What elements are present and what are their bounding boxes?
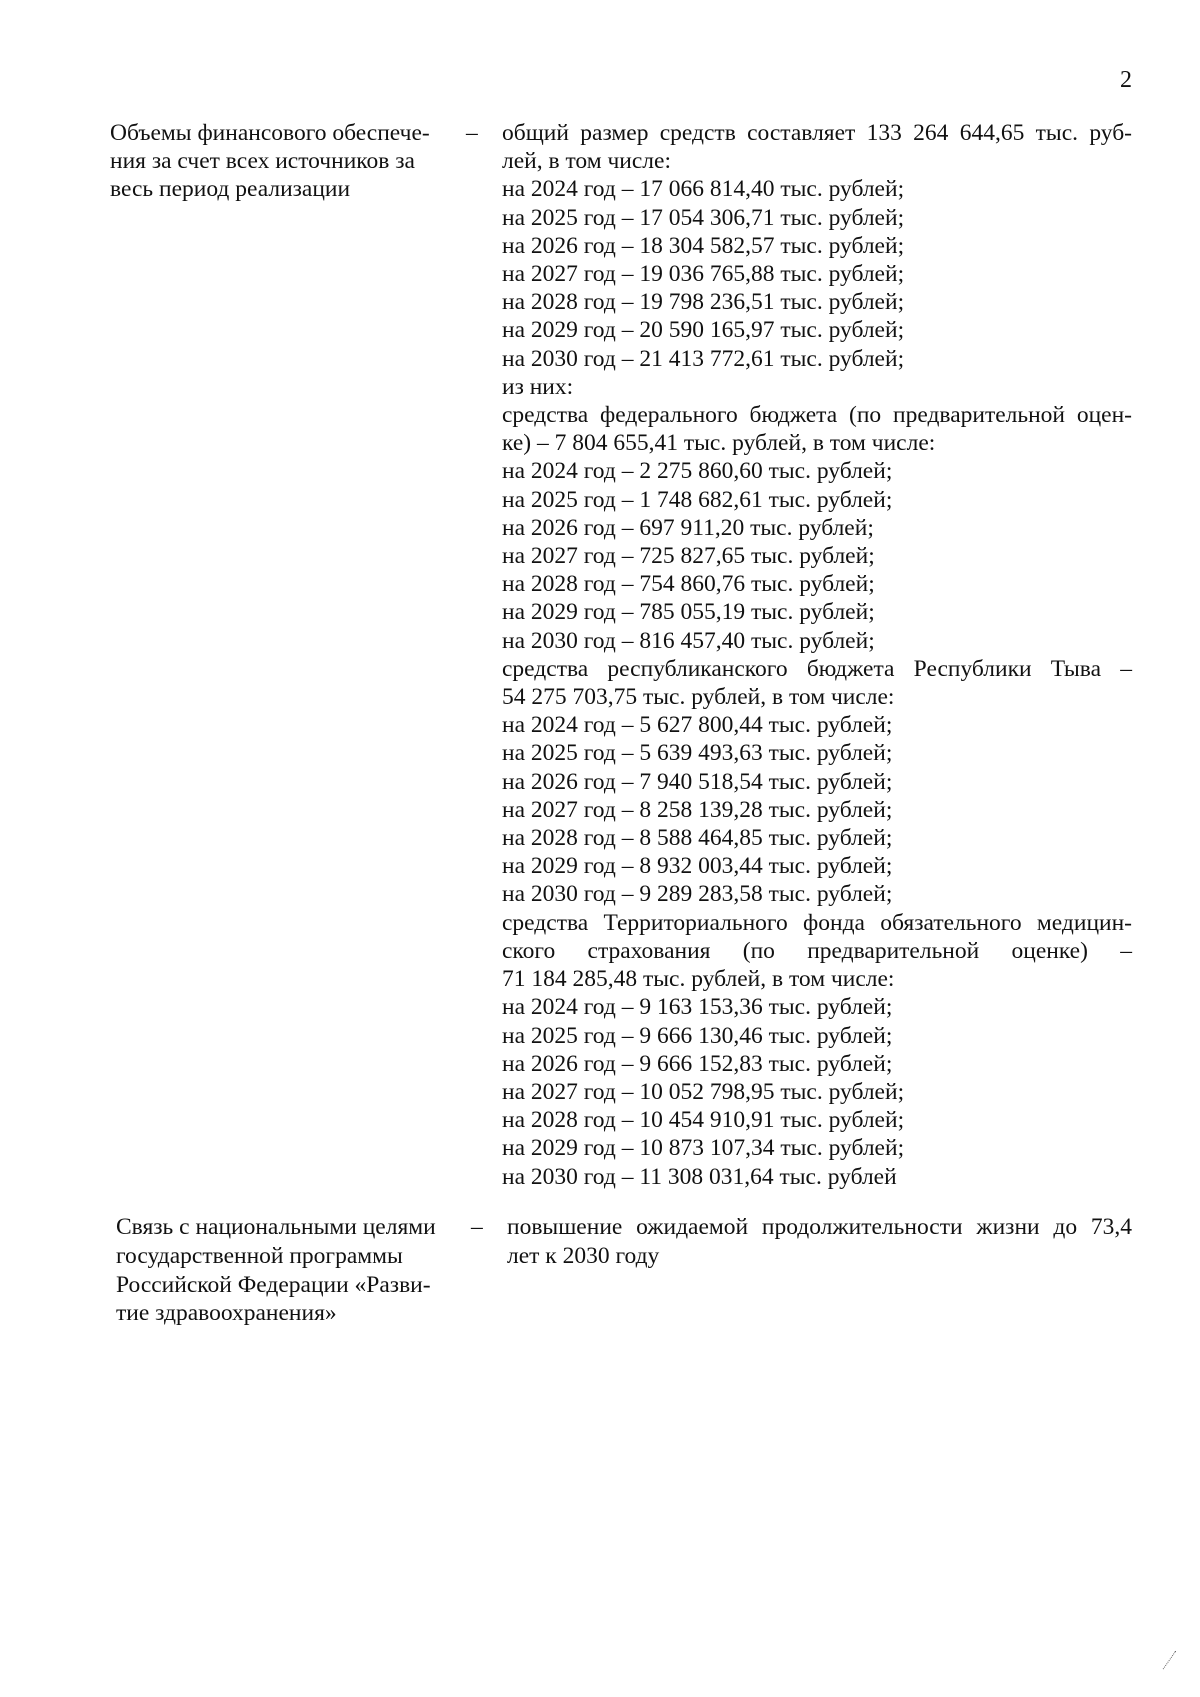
financing-dash: – bbox=[466, 120, 478, 146]
financing-line: на 2028 год – 754 860,76 тыс. рублей; bbox=[502, 571, 875, 598]
financing-line: на 2027 год – 8 258 139,28 тыс. рублей; bbox=[502, 796, 893, 823]
financing-line: на 2024 год – 9 163 153,36 тыс. рублей; bbox=[502, 994, 893, 1021]
financing-line: средства республиканского бюджета Республики Тыва – bbox=[502, 655, 1132, 682]
financing-line: на 2029 год – 785 055,19 тыс. рублей; bbox=[502, 599, 875, 626]
financing-line: из них: bbox=[502, 373, 574, 400]
financing-line: 54 275 703,75 тыс. рублей, в том числе: bbox=[502, 684, 895, 711]
financing-line: на 2025 год – 1 748 682,61 тыс. рублей; bbox=[502, 486, 893, 513]
financing-line: на 2024 год – 17 066 814,40 тыс. рублей; bbox=[502, 176, 905, 203]
financing-line: на 2030 год – 11 308 031,64 тыс. рублей bbox=[502, 1163, 897, 1190]
financing-line: на 2025 год – 17 054 306,71 тыс. рублей; bbox=[502, 204, 905, 231]
financing-line: на 2029 год – 10 873 107,34 тыс. рублей; bbox=[502, 1135, 905, 1162]
financing-line: ке) – 7 804 655,41 тыс. рублей, в том числе: bbox=[502, 430, 936, 457]
scan-artifact-mark bbox=[1163, 1651, 1185, 1675]
financing-line: на 2030 год – 816 457,40 тыс. рублей; bbox=[502, 627, 875, 654]
financing-line: на 2027 год – 19 036 765,88 тыс. рублей; bbox=[502, 261, 905, 288]
financing-line: на 2028 год – 19 798 236,51 тыс. рублей; bbox=[502, 289, 905, 316]
financing-line: общий размер средств составляет 133 264 644,65 тыс. руб- bbox=[502, 120, 1132, 146]
financing-line: на 2024 год – 2 275 860,60 тыс. рублей; bbox=[502, 458, 893, 485]
financing-line: ского страхования (по предварительной оценке) – bbox=[502, 937, 1132, 964]
national-goals-label: Связь с национальными целями государственной программы Российской Федерации «Разви- тие здравоохранения» bbox=[116, 1214, 436, 1327]
page-number: 2 bbox=[1120, 67, 1132, 93]
national-goals-value bbox=[507, 1213, 1132, 1271]
financing-line: на 2026 год – 18 304 582,57 тыс. рублей; bbox=[502, 232, 905, 259]
financing-line: средства федерального бюджета (по предварительной оцен- bbox=[502, 402, 1132, 429]
financing-line: на 2026 год – 697 911,20 тыс. рублей; bbox=[502, 514, 874, 541]
financing-line: 71 184 285,48 тыс. рублей, в том числе: bbox=[502, 966, 895, 993]
national-goals-dash: – bbox=[471, 1214, 483, 1240]
financing-line: на 2026 год – 9 666 152,83 тыс. рублей; bbox=[502, 1050, 893, 1077]
national-goals-line: повышение ожидаемой продолжительности жизни до 73,4 bbox=[507, 1214, 1132, 1240]
financing-line: лей, в том числе: bbox=[502, 148, 671, 175]
financing-line: на 2029 год – 20 590 165,97 тыс. рублей; bbox=[502, 317, 905, 344]
financing-value bbox=[502, 119, 1132, 1191]
financing-line: на 2027 год – 10 052 798,95 тыс. рублей; bbox=[502, 1078, 905, 1105]
national-goals-line: лет к 2030 году bbox=[507, 1243, 660, 1269]
financing-line: на 2028 год – 8 588 464,85 тыс. рублей; bbox=[502, 825, 893, 852]
financing-line: на 2030 год – 9 289 283,58 тыс. рублей; bbox=[502, 881, 893, 908]
financing-line: на 2026 год – 7 940 518,54 тыс. рублей; bbox=[502, 768, 893, 795]
financing-line: на 2024 год – 5 627 800,44 тыс. рублей; bbox=[502, 712, 893, 739]
financing-line: на 2028 год – 10 454 910,91 тыс. рублей; bbox=[502, 1107, 905, 1134]
financing-line: на 2027 год – 725 827,65 тыс. рублей; bbox=[502, 543, 875, 570]
financing-line: на 2030 год – 21 413 772,61 тыс. рублей; bbox=[502, 345, 905, 372]
financing-line: средства Территориального фонда обязательного медицин- bbox=[502, 909, 1132, 936]
financing-line: на 2029 год – 8 932 003,44 тыс. рублей; bbox=[502, 853, 893, 880]
financing-line: на 2025 год – 5 639 493,63 тыс. рублей; bbox=[502, 740, 893, 767]
financing-line: на 2025 год – 9 666 130,46 тыс. рублей; bbox=[502, 1022, 893, 1049]
financing-label: Объемы финансового обеспече- ния за счет всех источников за весь период реализации bbox=[110, 120, 430, 203]
